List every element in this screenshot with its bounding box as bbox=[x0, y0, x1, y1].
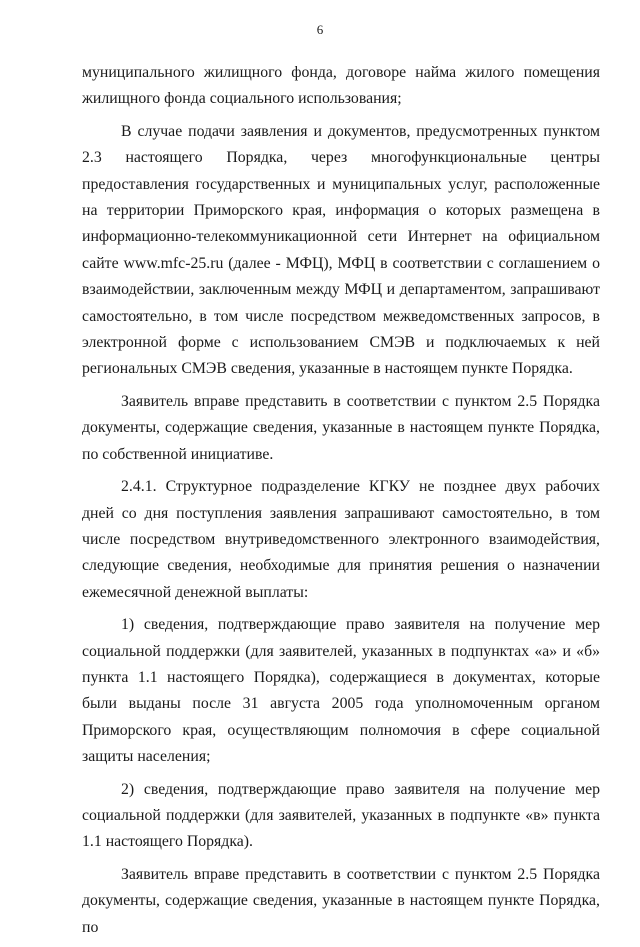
paragraph-applicant-right: Заявитель вправе представить в соответствии с пунктом 2.5 Порядка документы, содержащие сведения, указанные в настоящем пункте Порядка, по собственной инициативе. bbox=[82, 392, 600, 463]
list-item-2: 2) сведения, подтверждающие право заявителя на получение мер социальной поддержки (для заявителей, указанных в подпункте «в» пункта 1.1 настоящего Порядка). bbox=[82, 780, 600, 851]
paragraph-mfc-requests: В случае подачи заявления и документов, предусмотренных пунктом 2.3 настоящего Порядка, через многофункциональные центры предоставления государственных и муниципальных услуг, расположенные на территории Приморского края, информация о которых размещена в информационно-телекоммуникационной сети Интернет на официальном сайте www.mfc-25.ru (далее - МФЦ), МФЦ в соответствии с соглашением о взаимодействии, заключенным между МФЦ и департаментом, запрашивают самостоятельно, в том числе посредством межведомственных запросов, в электронной форме с использованием СМЭВ и подключаемых к ней региональных СМЭВ сведения, указанные в настоящем пункте Порядка. bbox=[82, 122, 600, 378]
document-body bbox=[82, 60, 600, 947]
list-item-1: 1) сведения, подтверждающие право заявителя на получение мер социальной поддержки (для заявителей, указанных в подпунктах «а» и «б» пункта 1.1 настоящего Порядка), содержащиеся в документах, которые были выданы после 31 августа 2005 года уполномоченным органом Приморского края, осуществляющим полномочия в сфере социальной защиты населения; bbox=[82, 616, 600, 766]
page-number: 6 bbox=[316, 22, 324, 37]
paragraph-continuation: муниципального жилищного фонда, договоре найма жилого помещения жилищного фонда социального использования; bbox=[82, 64, 600, 108]
paragraph-applicant-right-2: Заявитель вправе представить в соответствии с пунктом 2.5 Порядка документы, содержащие сведения, указанные в настоящем пункте Порядка, по bbox=[82, 865, 600, 936]
paragraph-2-4-1: 2.4.1. Структурное подразделение КГКУ не позднее двух рабочих дней со дня поступления заявления запрашивают самостоятельно, в том числе посредством внутриведомственного электронного взаимодействия, следующие сведения, необходимые для принятия решения о назначении ежемесячной денежной выплаты: bbox=[82, 478, 600, 601]
